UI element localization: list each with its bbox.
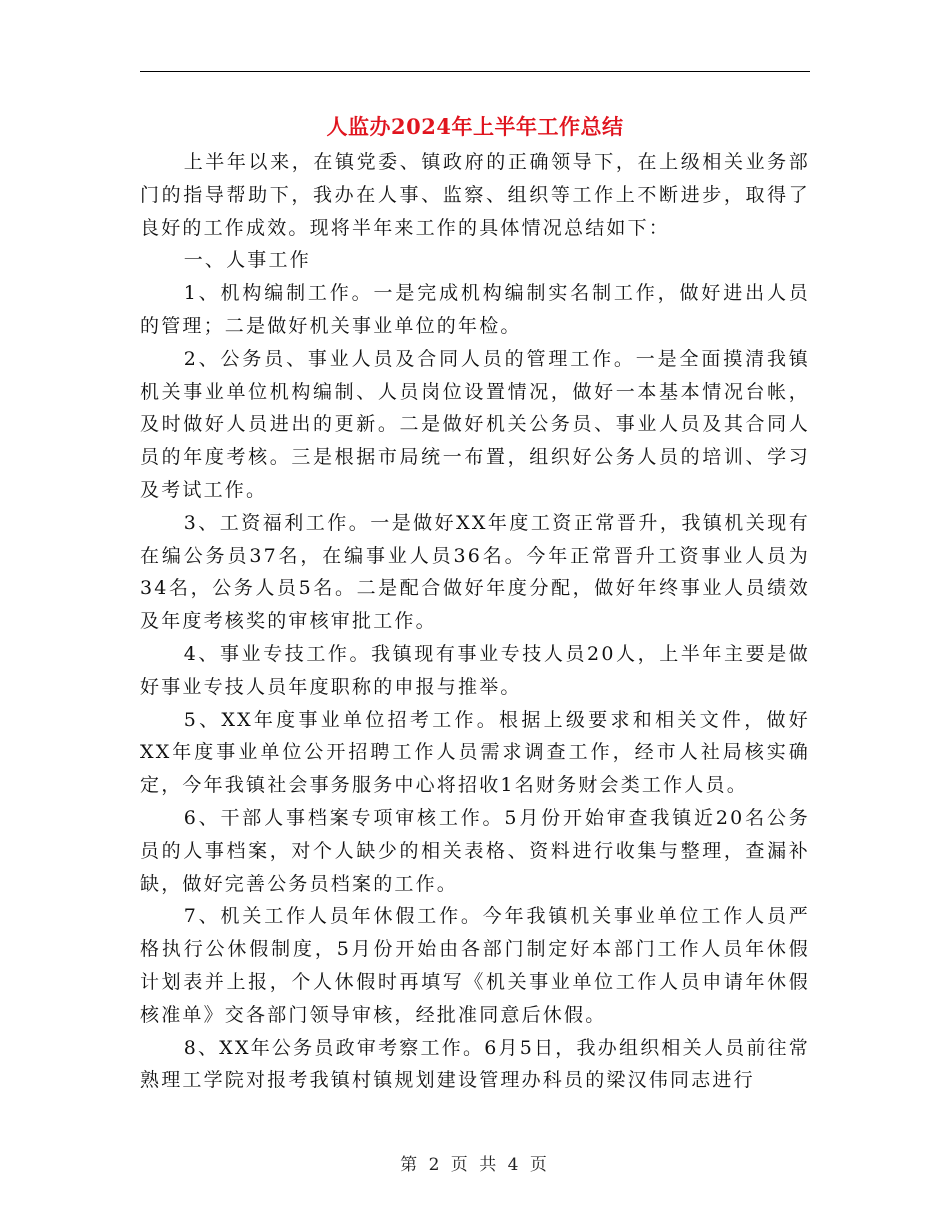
paragraph-item-7: 7、机关工作人员年休假工作。今年我镇机关事业单位工作人员严格执行公休假制度，5月份开始由各部门制定好本部门工作人员年休假计划表并上报，个人休假时再填写《机关事业单位工作人员申请年休假核准单》交各部门领导审核，经批准同意后休假。: [140, 905, 810, 1026]
section-heading-personnel: 一、人事工作: [183, 249, 311, 272]
intro-paragraph: 上半年以来，在镇党委、镇政府的正确领导下，在上级相关业务部门的指导帮助下，我办在人事、监察、组织等工作上不断进步，取得了良好的工作成效。现将半年来工作的具体情况总结如下：: [140, 151, 810, 239]
paragraph-item-4: 4、事业专技工作。我镇现有事业专技人员20人，上半年主要是做好事业专技人员年度职称的申报与推举。: [140, 642, 810, 698]
page-number-footer: 第 2 页 共 4 页: [400, 1155, 550, 1175]
paragraph-item-5: 5、XX年度事业单位招考工作。根据上级要求和相关文件，做好XX年度事业单位公开招聘工作人员需求调查工作，经市人社局核实确定，今年我镇社会事务服务中心将招收1名财务财会类工作人员。: [140, 708, 810, 797]
header-rule: [140, 71, 810, 72]
paragraph-item-2: 2、公务员、事业人员及合同人员的管理工作。一是全面摸清我镇机关事业单位机构编制、人员岗位设置情况，做好一本基本情况台帐，及时做好人员进出的更新。二是做好机关公务员、事业人员及其合同人员的年度考核。三是根据市局统一布置，组织好公务人员的培训、学习及考试工作。: [140, 347, 810, 501]
paragraph-item-1: 1、机构编制工作。一是完成机构编制实名制工作，做好进出人员的管理；二是做好机关事业单位的年检。: [140, 282, 810, 337]
paragraph-item-3: 3、工资福利工作。一是做好XX年度工资正常晋升，我镇机关现有在编公务员37名，在编事业人员36名。今年正常晋升工资事业人员为34名，公务人员5名。二是配合做好年度分配，做好年终事业人员绩效及年度考核奖的审核审批工作。: [140, 511, 810, 633]
paragraph-item-6: 6、干部人事档案专项审核工作。5月份开始审查我镇近20名公务员的人事档案，对个人缺少的相关表格、资料进行收集与整理，查漏补缺，做好完善公务员档案的工作。: [140, 806, 810, 895]
paragraph-item-8: 8、XX年公务员政审考察工作。6月5日，我办组织相关人员前往常熟理工学院对报考我镇村镇规划建设管理办科员的梁汉伟同志进行: [140, 1036, 810, 1092]
document-title: 人监办2024年上半年工作总结: [326, 114, 624, 139]
document-body: [140, 146, 810, 1097]
